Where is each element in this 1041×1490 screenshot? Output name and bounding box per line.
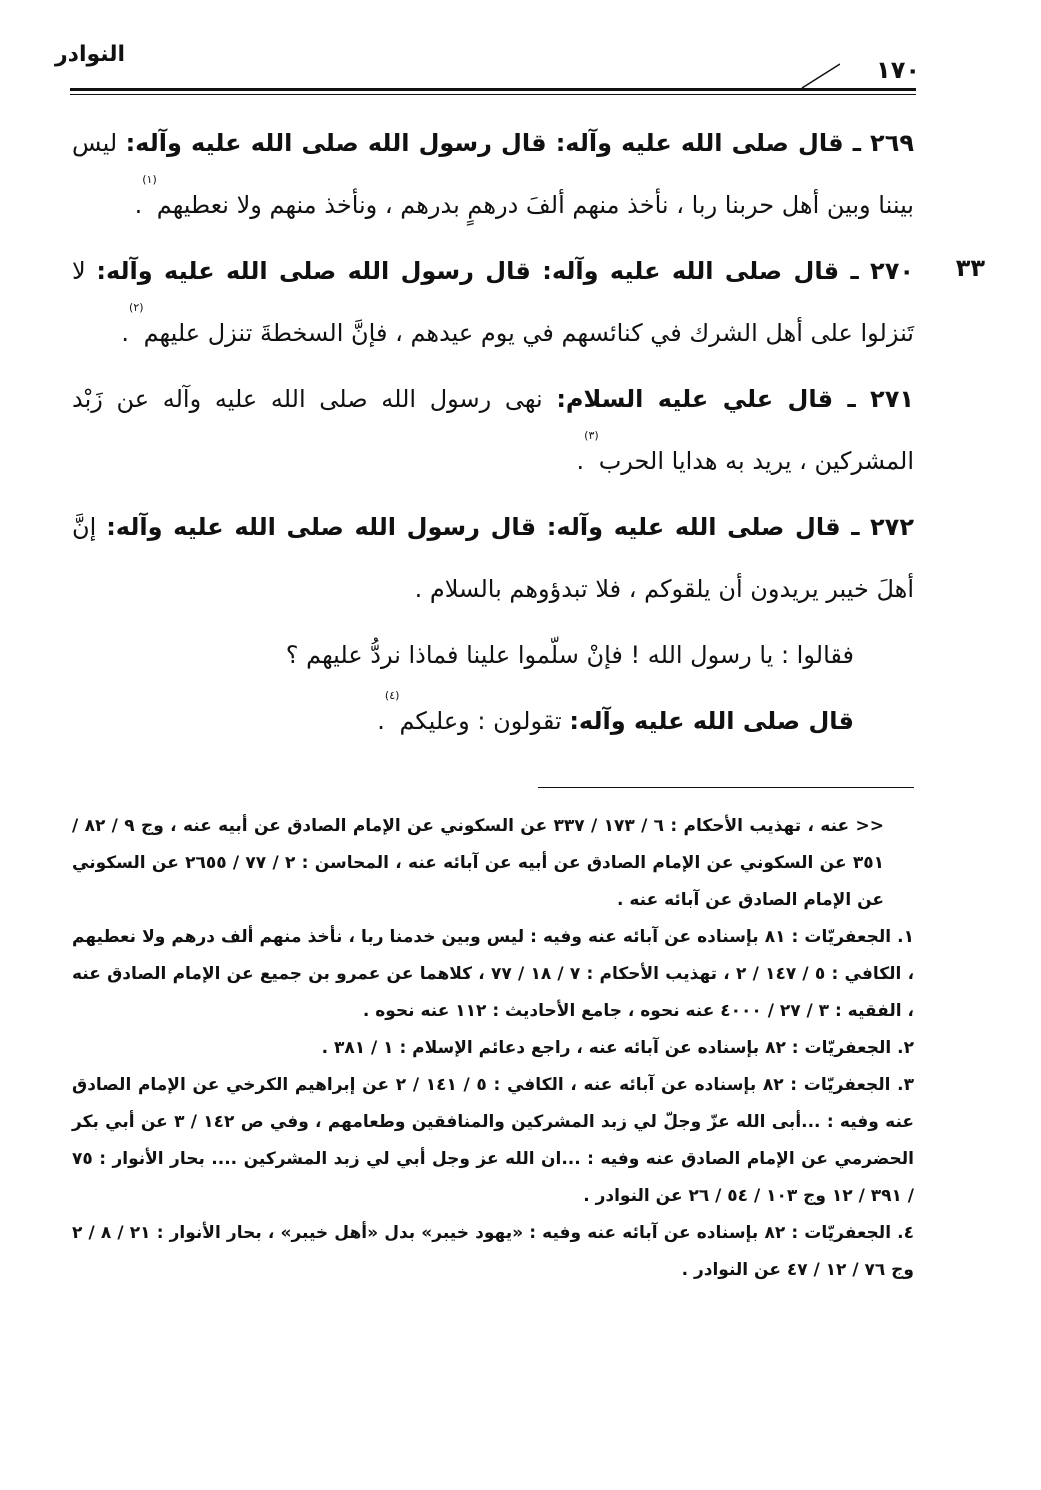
hadith-text: تقولون : وعليكم bbox=[399, 707, 562, 735]
question-line bbox=[72, 624, 914, 686]
page-number-slant-decoration bbox=[800, 60, 840, 90]
footnote-continuation: << عنه ، تهذيب الأحكام : ٦ / ١٧٣ / ٣٣٧ عن السكوني عن الإمام الصادق عن أبيه عنه ، وج ٩ / ٨٢ / ٣٥١ عن السكوني عن الإمام الصادق عن أبيه عن آبائه عنه ، المحاسن : ٢ / ٧٧ / ٢٦٥٥ عن السكوني عن الإمام الصادق عن آبائه عنه . bbox=[72, 816, 885, 910]
answer-line: قال صلى الله عليه وآله: تقولون : وعليكم$^{(٤)}$. bbox=[377, 689, 854, 735]
hadith-270: ٢٧٠ ـ قال صلى الله عليه وآله: قال رسول الله صلى الله عليه وآله: لا تَنزلوا على أهل الشرك في كنائسهم في يوم عيدهم ، فإنَّ السخطةَ تنزل عليهم$^{(٢)}$. bbox=[72, 257, 914, 347]
header-rule-thin bbox=[70, 94, 916, 95]
footnote-4: ٤. الجعفريّات : ٨٢ بإسناده عن آبائه عنه وفيه : «يهود خيبر» بدل «أهل خيبر» ، بحار الأنوار : ٢١ / ٨ / ٢ وج ٧٦ / ١٢ / ٤٧ عن النوادر . bbox=[72, 1223, 915, 1280]
hadith-lead: ٢٧٢ ـ قال صلى الله عليه وآله: قال رسول الله صلى الله عليه وآله: bbox=[106, 513, 914, 541]
footnote-ref: (١) bbox=[142, 173, 157, 186]
header-rule bbox=[70, 88, 916, 91]
footnote-1: ١. الجعفريّات : ٨١ بإسناده عن آبائه عنه وفيه : ليس وبين خدمنا ربا ، نأخذ منهم ألف درهم ولا نعطيهم ، الكافي : ٥ / ١٤٧ / ٢ ، تهذيب الأحكام : ٧ / ١٨ / ٧٧ ، كلاهما عن عمرو بن جميع عن الإمام الصادق عنه ، الفقيه : ٣ / ٢٧ / ٤٠٠٠ عنه نحوه ، جامع الأحاديث : ١١٢ عنه نحوه . bbox=[72, 927, 915, 1021]
hadith-text: نهى رسول الله صلى الله عليه وآله عن زَبْد المشركين ، يريد به هدايا الحرب bbox=[72, 385, 914, 475]
hadith-text: فقالوا : يا رسول الله ! فإنْ سلّموا علينا فماذا نردُّ عليهم ؟ bbox=[285, 641, 854, 669]
hadith-lead: ٢٧٠ ـ قال صلى الله عليه وآله: قال رسول الله صلى الله عليه وآله: bbox=[96, 257, 914, 285]
page-number: ١٧٠ bbox=[876, 56, 920, 84]
footnote-3: ٣. الجعفريّات : ٨٢ بإسناده عن آبائه عنه ، الكافي : ٥ / ١٤١ / ٢ عن إبراهيم الكرخي عن الإمام الصادق عنه وفيه : ...أبى الله عزّ وجلّ لي زبد المشركين والمنافقين وطعامهم ، وفي ص ١٤٢ / ٣ عن أبي بكر الحضرمي عن الإمام الصادق عنه وفيه : ...ان الله عز وجل أبي لي زبد المشركين .... بحار الأنوار : ٧٥ / ٣٩١ / ١٢ وج ١٠٣ / ٥٤ / ٢٦ عن النوادر . bbox=[72, 1075, 915, 1206]
footnote-ref: (٣) bbox=[584, 429, 599, 442]
hadith-text: ليس بيننا وبين أهل حربنا ربا ، نأخذ منهم ألفَ درهمٍ بدرهم ، ونأخذ منهم ولا نعطيهم bbox=[72, 129, 914, 219]
hadith-lead: ٢٧١ ـ قال علي عليه السلام: bbox=[556, 385, 914, 413]
main-text bbox=[72, 112, 914, 756]
hadith-271: ٢٧١ ـ قال علي عليه السلام: نهى رسول الله صلى الله عليه وآله عن زَبْد المشركين ، يريد به هدايا الحرب$^{(٣)}$. bbox=[72, 385, 914, 475]
hadith-lead: قال صلى الله عليه وآله: bbox=[569, 707, 854, 735]
footnote-ref: (٤) bbox=[384, 689, 400, 702]
margin-number: ٣٣ bbox=[955, 254, 985, 282]
hadith-269: ٢٦٩ ـ قال صلى الله عليه وآله: قال رسول الله صلى الله عليه وآله: ليس بيننا وبين أهل حربنا ربا ، نأخذ منهم ألفَ درهمٍ بدرهم ، ونأخذ منهم ولا نعطيهم$^{(١)}$. bbox=[72, 129, 914, 219]
hadith-lead: ٢٦٩ ـ قال صلى الله عليه وآله: قال رسول الله صلى الله عليه وآله: bbox=[125, 129, 914, 157]
footnotes bbox=[72, 808, 914, 1289]
hadith-text: لا تَنزلوا على أهل الشرك في كنائسهم في يوم عيدهم ، فإنَّ السخطةَ تنزل عليهم bbox=[72, 257, 914, 347]
footnote-2: ٢. الجعفريّات : ٨٢ بإسناده عن آبائه عنه ، راجع دعائم الإسلام : ١ / ٣٨١ . bbox=[321, 1038, 914, 1058]
footnote-separator bbox=[538, 787, 914, 788]
hadith-text: إنَّ أهلَ خيبر يريدون أن يلقوكم ، فلا تبدؤوهم بالسلام . bbox=[72, 513, 914, 603]
running-title: النوادر bbox=[55, 42, 126, 67]
footnote-ref: (٢) bbox=[129, 301, 144, 314]
hadith-272 bbox=[72, 496, 914, 620]
